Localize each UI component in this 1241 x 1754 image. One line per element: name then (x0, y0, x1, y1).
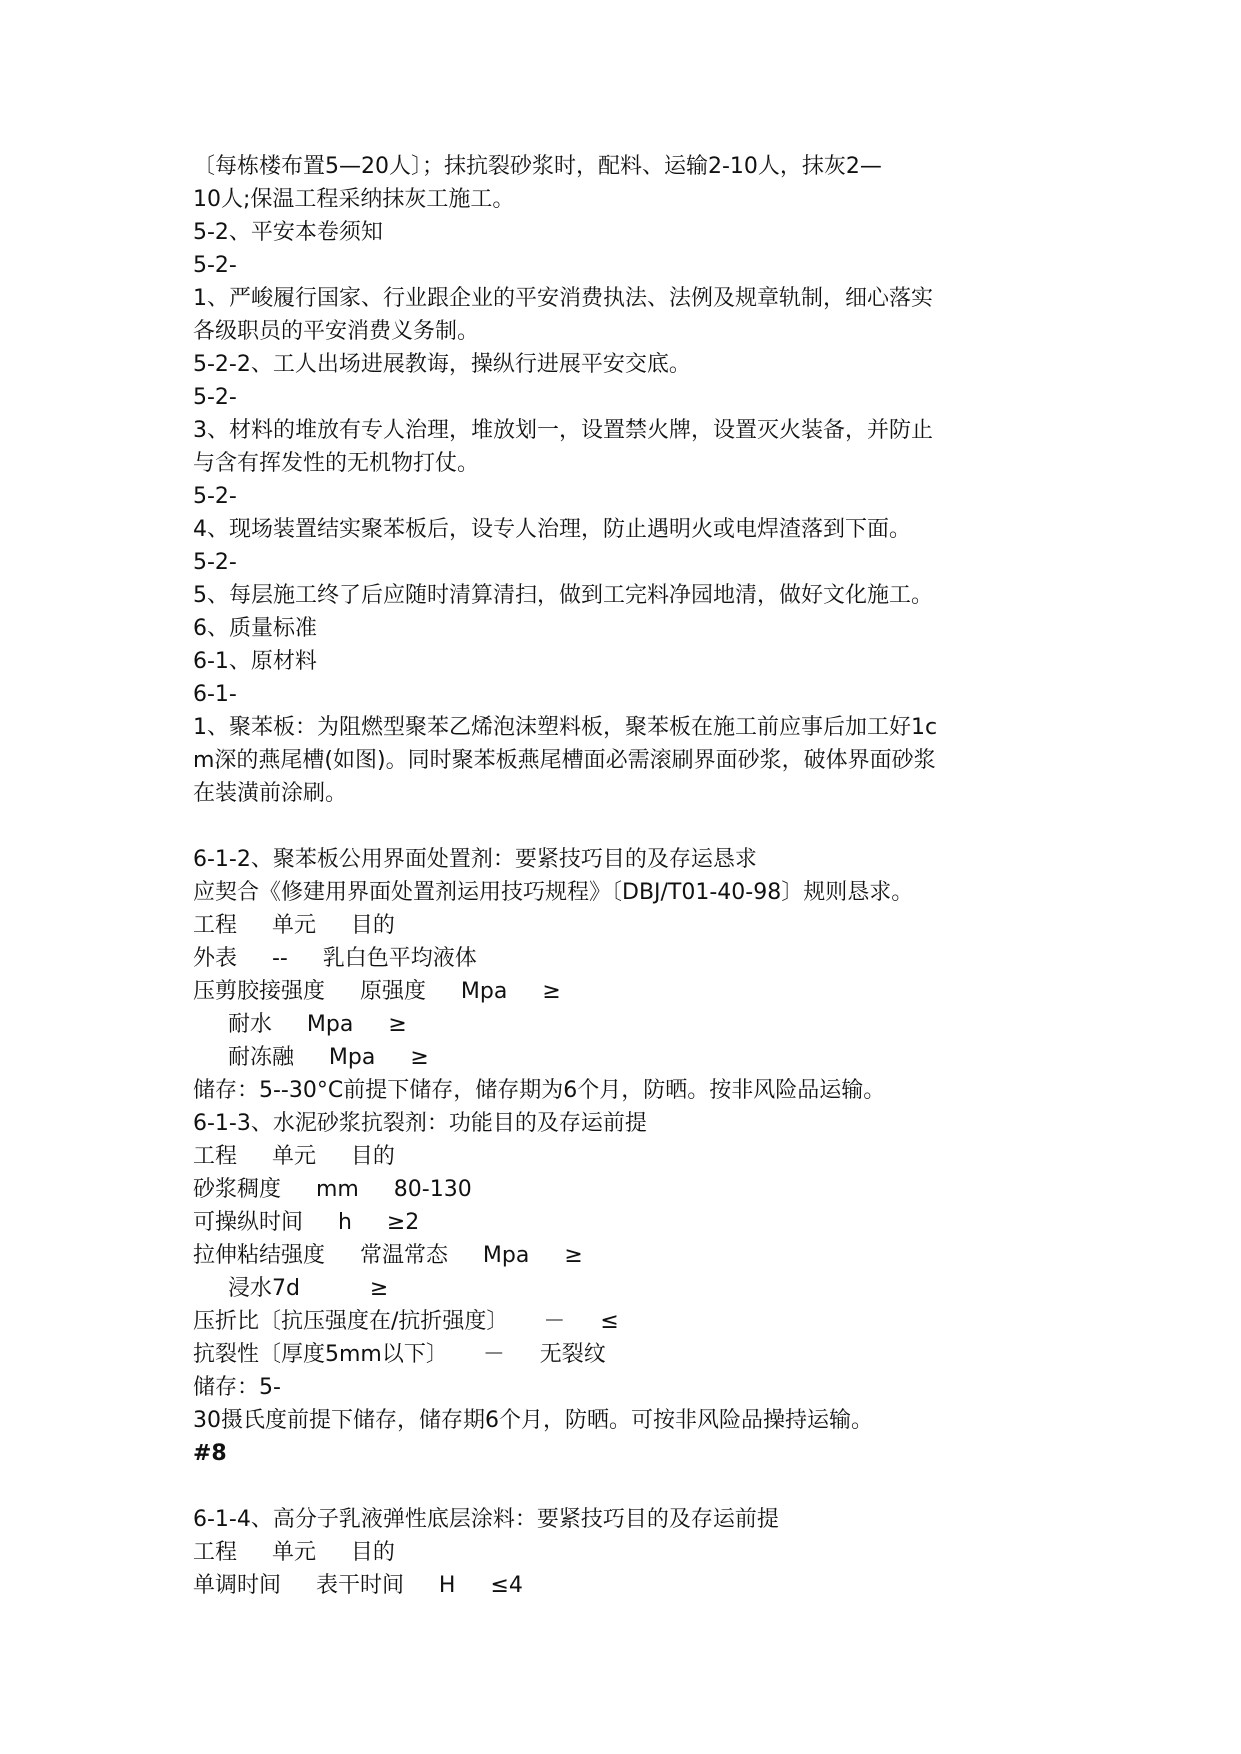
text-line: 砂浆稠度 mm 80-130 (193, 1177, 472, 1202)
text-line: 1、聚苯板：为阻燃型聚苯乙烯泡沫塑料板，聚苯板在施工前应事后加工好1c (193, 715, 938, 740)
text-line: 30摄氏度前提下储存，储存期6个月，防晒。可按非风险品操持运输。 (193, 1408, 873, 1433)
page-marker: #8 (193, 1441, 227, 1466)
text-line: m深的燕尾槽(如图)。同时聚苯板燕尾槽面必需滚刷界面砂浆，破体界面砂浆 (193, 748, 936, 773)
text-line: 1、严峻履行国家、行业跟企业的平安消费执法、法例及规章轨制，细心落实 (193, 286, 933, 311)
text-line: 抗裂性〔厚度5mm以下〕 － 无裂纹 (193, 1342, 606, 1367)
text-line: 6-1-3、水泥砂浆抗裂剂：功能目的及存运前提 (193, 1111, 647, 1136)
text-line: 压剪胶接强度 原强度 Mpa ≥ (193, 979, 561, 1004)
text-line: 6-1-2、聚苯板公用界面处置剂：要紧技巧目的及存运恳求 (193, 847, 757, 872)
text-line: 5-2- (193, 484, 237, 509)
text-line: 储存：5- (193, 1375, 281, 1400)
text-line: 储存：5--30°C前提下储存，储存期为6个月，防晒。按非风险品运输。 (193, 1078, 886, 1103)
text-line: 工程 单元 目的 (193, 1144, 395, 1169)
text-line: 浸水7d ≥ (193, 1276, 389, 1301)
text-line: 6、质量标准 (193, 616, 317, 641)
text-line: 4、现场装置结实聚苯板后，设专人治理，防止遇明火或电焊渣落到下面。 (193, 517, 911, 542)
text-line: 与含有挥发性的无机物打仗。 (193, 451, 480, 476)
text-line: 〔每栋楼布置5—20人〕；抹抗裂砂浆时，配料、运输2-10人，抹灰2— (193, 154, 882, 179)
text-line: 压折比〔抗压强度在/抗折强度〕 － ≤ (193, 1309, 619, 1334)
text-line: 应契合《修建用界面处置剂运用技巧规程》〔DBJ/T01-40-98〕规则恳求。 (193, 880, 914, 905)
text-line: 5-2-2、工人出场进展教诲，操纵行进展平安交底。 (193, 352, 691, 377)
text-line: 5-2- (193, 385, 237, 410)
text-line: 耐水 Mpa ≥ (193, 1012, 407, 1037)
text-line: 耐冻融 Mpa ≥ (193, 1045, 429, 1070)
text-line: 6-1、原材料 (193, 649, 317, 674)
text-line: 工程 单元 目的 (193, 913, 395, 938)
blank-line (193, 1470, 1073, 1503)
blank-line (193, 810, 1073, 843)
text-line: 可操纵时间 h ≥2 (193, 1210, 420, 1235)
text-line: 5-2、平安本卷须知 (193, 220, 383, 245)
text-line: 3、材料的堆放有专人治理，堆放划一，设置禁火牌，设置灭火装备，并防止 (193, 418, 933, 443)
text-line: 5-2- (193, 550, 237, 575)
text-line: 5、每层施工终了后应随时清算清扫，做到工完料净园地清，做好文化施工。 (193, 583, 933, 608)
text-line: 在装潢前涂刷。 (193, 781, 348, 806)
text-line: 6-1-4、高分子乳液弹性底层涂料：要紧技巧目的及存运前提 (193, 1507, 779, 1532)
text-line: 各级职员的平安消费义务制。 (193, 319, 480, 344)
text-line: 6-1- (193, 682, 237, 707)
text-line: 单调时间 表干时间 H ≤4 (193, 1573, 523, 1598)
text-line: 10人;保温工程采纳抹灰工施工。 (193, 187, 515, 212)
text-line: 工程 单元 目的 (193, 1540, 395, 1565)
text-line: 5-2- (193, 253, 237, 278)
document-page (193, 150, 1073, 1602)
text-line: 拉伸粘结强度 常温常态 Mpa ≥ (193, 1243, 583, 1268)
text-line: 外表 -- 乳白色平均液体 (193, 946, 477, 971)
